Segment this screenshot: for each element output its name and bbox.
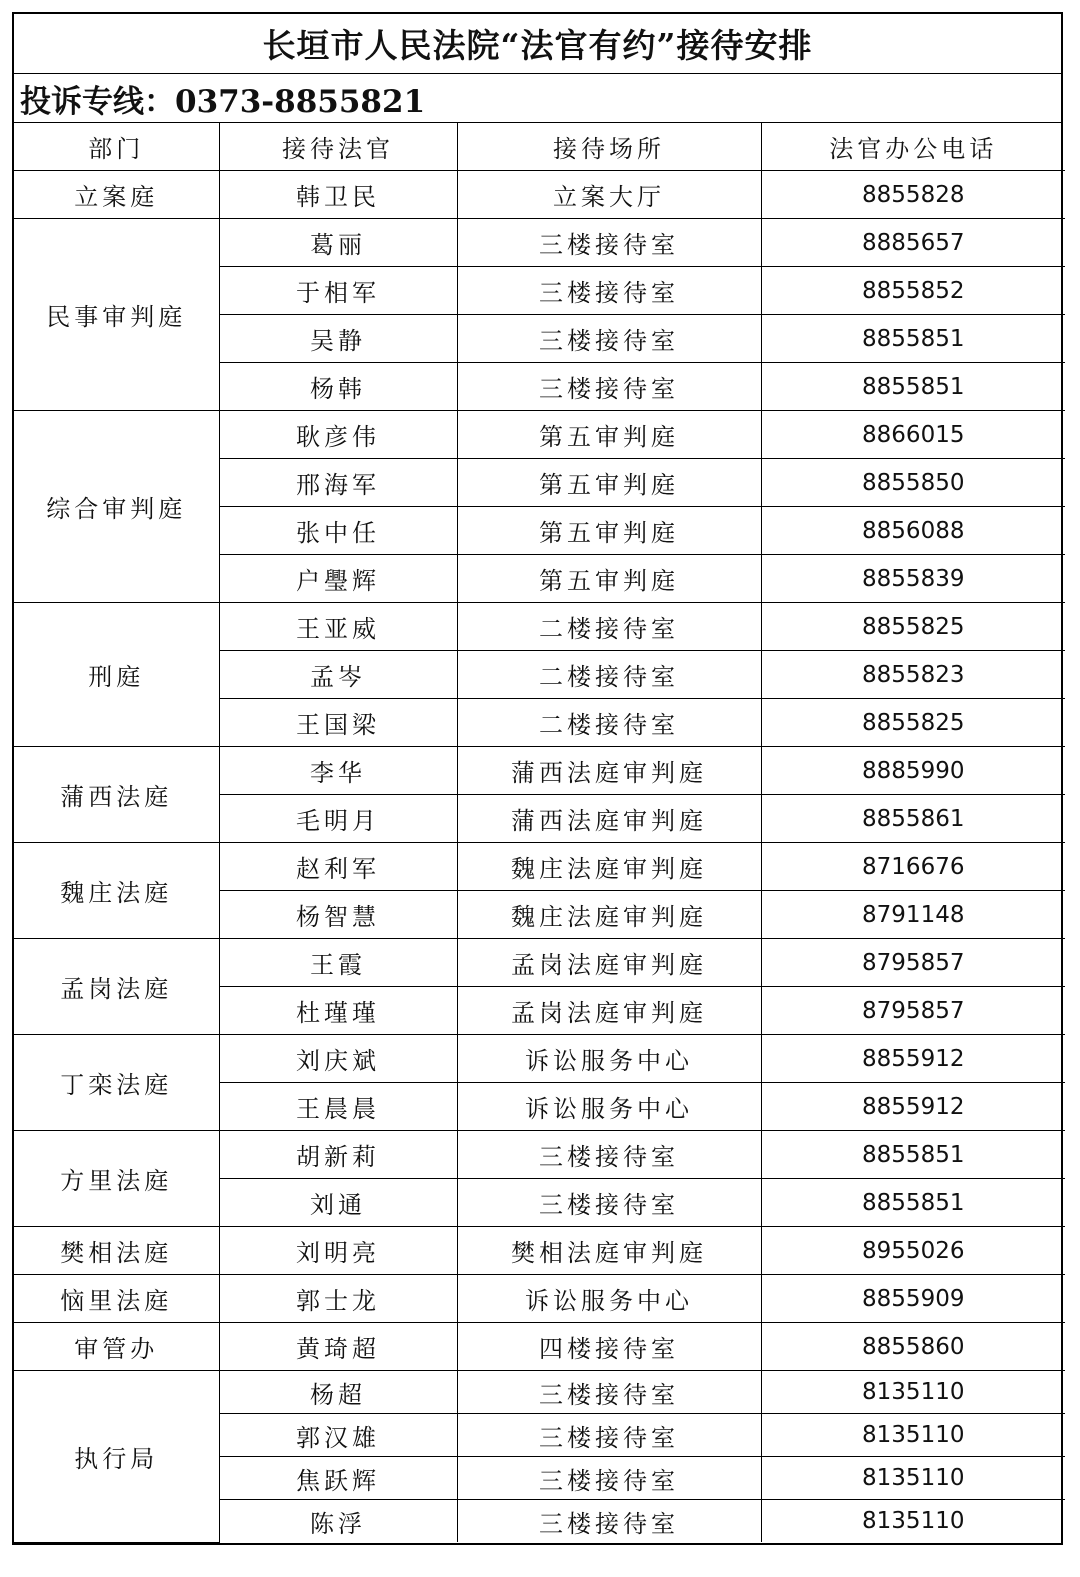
- place-cell: 四楼接待室: [457, 1323, 761, 1371]
- place-cell: 第五审判庭: [457, 555, 761, 603]
- department-cell: 民事审判庭: [14, 219, 219, 411]
- table-row: [14, 219, 1065, 267]
- table-row: [14, 411, 1065, 459]
- judge-cell: 胡新莉: [219, 1131, 457, 1179]
- header-phone: 法官办公电话: [761, 123, 1065, 171]
- department-cell: 樊相法庭: [14, 1227, 219, 1275]
- phone-cell: 8955026: [761, 1227, 1065, 1275]
- phone-cell: 8795857: [761, 987, 1065, 1035]
- place-cell: 三楼接待室: [457, 1414, 761, 1457]
- department-cell: 刑庭: [14, 603, 219, 747]
- table-row: [14, 1131, 1065, 1179]
- place-cell: 蒲西法庭审判庭: [457, 795, 761, 843]
- judge-cell: 张中任: [219, 507, 457, 555]
- judge-cell: 于相军: [219, 267, 457, 315]
- phone-cell: 8855851: [761, 1179, 1065, 1227]
- phone-cell: 8135110: [761, 1414, 1065, 1457]
- place-cell: 三楼接待室: [457, 1131, 761, 1179]
- place-cell: 三楼接待室: [457, 315, 761, 363]
- department-cell: 综合审判庭: [14, 411, 219, 603]
- page-title: 长垣市人民法院“法官有约”接待安排: [14, 14, 1061, 74]
- place-cell: 第五审判庭: [457, 411, 761, 459]
- phone-cell: 8135110: [761, 1371, 1065, 1414]
- judge-cell: 邢海军: [219, 459, 457, 507]
- judge-cell: 杨超: [219, 1371, 457, 1414]
- place-cell: 三楼接待室: [457, 363, 761, 411]
- place-cell: 第五审判庭: [457, 459, 761, 507]
- judge-cell: 焦跃辉: [219, 1457, 457, 1500]
- department-cell: 蒲西法庭: [14, 747, 219, 843]
- judge-cell: 葛丽: [219, 219, 457, 267]
- reception-schedule-sheet: [12, 12, 1063, 1545]
- department-cell: 审管办: [14, 1323, 219, 1371]
- table-row: [14, 939, 1065, 987]
- phone-cell: 8855860: [761, 1323, 1065, 1371]
- phone-cell: 8855861: [761, 795, 1065, 843]
- schedule-table: [14, 123, 1065, 1543]
- phone-cell: 8855823: [761, 651, 1065, 699]
- place-cell: 孟岗法庭审判庭: [457, 987, 761, 1035]
- schedule-table-body: [14, 123, 1065, 1542]
- header-place: 接待场所: [457, 123, 761, 171]
- place-cell: 蒲西法庭审判庭: [457, 747, 761, 795]
- place-cell: 立案大厅: [457, 171, 761, 219]
- place-cell: 三楼接待室: [457, 1371, 761, 1414]
- judge-cell: 韩卫民: [219, 171, 457, 219]
- place-cell: 孟岗法庭审判庭: [457, 939, 761, 987]
- phone-cell: 8855825: [761, 603, 1065, 651]
- department-cell: 方里法庭: [14, 1131, 219, 1227]
- table-row: [14, 843, 1065, 891]
- place-cell: 魏庄法庭审判庭: [457, 843, 761, 891]
- place-cell: 三楼接待室: [457, 1457, 761, 1500]
- table-row: [14, 1371, 1065, 1414]
- department-cell: 恼里法庭: [14, 1275, 219, 1323]
- phone-cell: 8855851: [761, 363, 1065, 411]
- phone-cell: 8855912: [761, 1083, 1065, 1131]
- phone-cell: 8855825: [761, 699, 1065, 747]
- judge-cell: 毛明月: [219, 795, 457, 843]
- judge-cell: 杨韩: [219, 363, 457, 411]
- judge-cell: 刘通: [219, 1179, 457, 1227]
- table-row: [14, 1323, 1065, 1371]
- table-row: [14, 1227, 1065, 1275]
- place-cell: 三楼接待室: [457, 1179, 761, 1227]
- table-row: [14, 747, 1065, 795]
- phone-cell: 8716676: [761, 843, 1065, 891]
- judge-cell: 李华: [219, 747, 457, 795]
- phone-cell: 8855909: [761, 1275, 1065, 1323]
- phone-cell: 8135110: [761, 1457, 1065, 1500]
- table-row: [14, 1275, 1065, 1323]
- header-department: 部门: [14, 123, 219, 171]
- place-cell: 三楼接待室: [457, 219, 761, 267]
- judge-cell: 郭汉雄: [219, 1414, 457, 1457]
- judge-cell: 陈浮: [219, 1500, 457, 1543]
- complaint-hotline: 投诉专线：0373-8855821: [14, 74, 1061, 123]
- place-cell: 诉讼服务中心: [457, 1275, 761, 1323]
- place-cell: 二楼接待室: [457, 651, 761, 699]
- phone-cell: 8855828: [761, 171, 1065, 219]
- department-cell: 丁栾法庭: [14, 1035, 219, 1131]
- phone-cell: 8791148: [761, 891, 1065, 939]
- place-cell: 二楼接待室: [457, 699, 761, 747]
- place-cell: 二楼接待室: [457, 603, 761, 651]
- judge-cell: 耿彦伟: [219, 411, 457, 459]
- judge-cell: 王国梁: [219, 699, 457, 747]
- judge-cell: 孟岑: [219, 651, 457, 699]
- phone-cell: 8855851: [761, 315, 1065, 363]
- judge-cell: 王亚威: [219, 603, 457, 651]
- judge-cell: 郭士龙: [219, 1275, 457, 1323]
- phone-cell: 8855839: [761, 555, 1065, 603]
- judge-cell: 黄琦超: [219, 1323, 457, 1371]
- table-row: [14, 603, 1065, 651]
- table-row: [14, 171, 1065, 219]
- place-cell: 诉讼服务中心: [457, 1035, 761, 1083]
- department-cell: 魏庄法庭: [14, 843, 219, 939]
- place-cell: 诉讼服务中心: [457, 1083, 761, 1131]
- judge-cell: 赵利军: [219, 843, 457, 891]
- phone-cell: 8866015: [761, 411, 1065, 459]
- judge-cell: 王晨晨: [219, 1083, 457, 1131]
- judge-cell: 刘庆斌: [219, 1035, 457, 1083]
- phone-cell: 8885990: [761, 747, 1065, 795]
- place-cell: 三楼接待室: [457, 267, 761, 315]
- phone-cell: 8135110: [761, 1500, 1065, 1543]
- judge-cell: 杜瑾瑾: [219, 987, 457, 1035]
- place-cell: 樊相法庭审判庭: [457, 1227, 761, 1275]
- phone-cell: 8856088: [761, 507, 1065, 555]
- judge-cell: 户璺辉: [219, 555, 457, 603]
- phone-cell: 8885657: [761, 219, 1065, 267]
- phone-cell: 8855850: [761, 459, 1065, 507]
- judge-cell: 杨智慧: [219, 891, 457, 939]
- header-judge: 接待法官: [219, 123, 457, 171]
- place-cell: 三楼接待室: [457, 1500, 761, 1543]
- phone-cell: 8855912: [761, 1035, 1065, 1083]
- judge-cell: 刘明亮: [219, 1227, 457, 1275]
- place-cell: 魏庄法庭审判庭: [457, 891, 761, 939]
- phone-cell: 8855851: [761, 1131, 1065, 1179]
- table-row: [14, 1035, 1065, 1083]
- phone-cell: 8855852: [761, 267, 1065, 315]
- phone-cell: 8795857: [761, 939, 1065, 987]
- judge-cell: 王霞: [219, 939, 457, 987]
- department-cell: 执行局: [14, 1371, 219, 1543]
- judge-cell: 吴静: [219, 315, 457, 363]
- place-cell: 第五审判庭: [457, 507, 761, 555]
- table-header-row: [14, 123, 1065, 171]
- department-cell: 立案庭: [14, 171, 219, 219]
- department-cell: 孟岗法庭: [14, 939, 219, 1035]
